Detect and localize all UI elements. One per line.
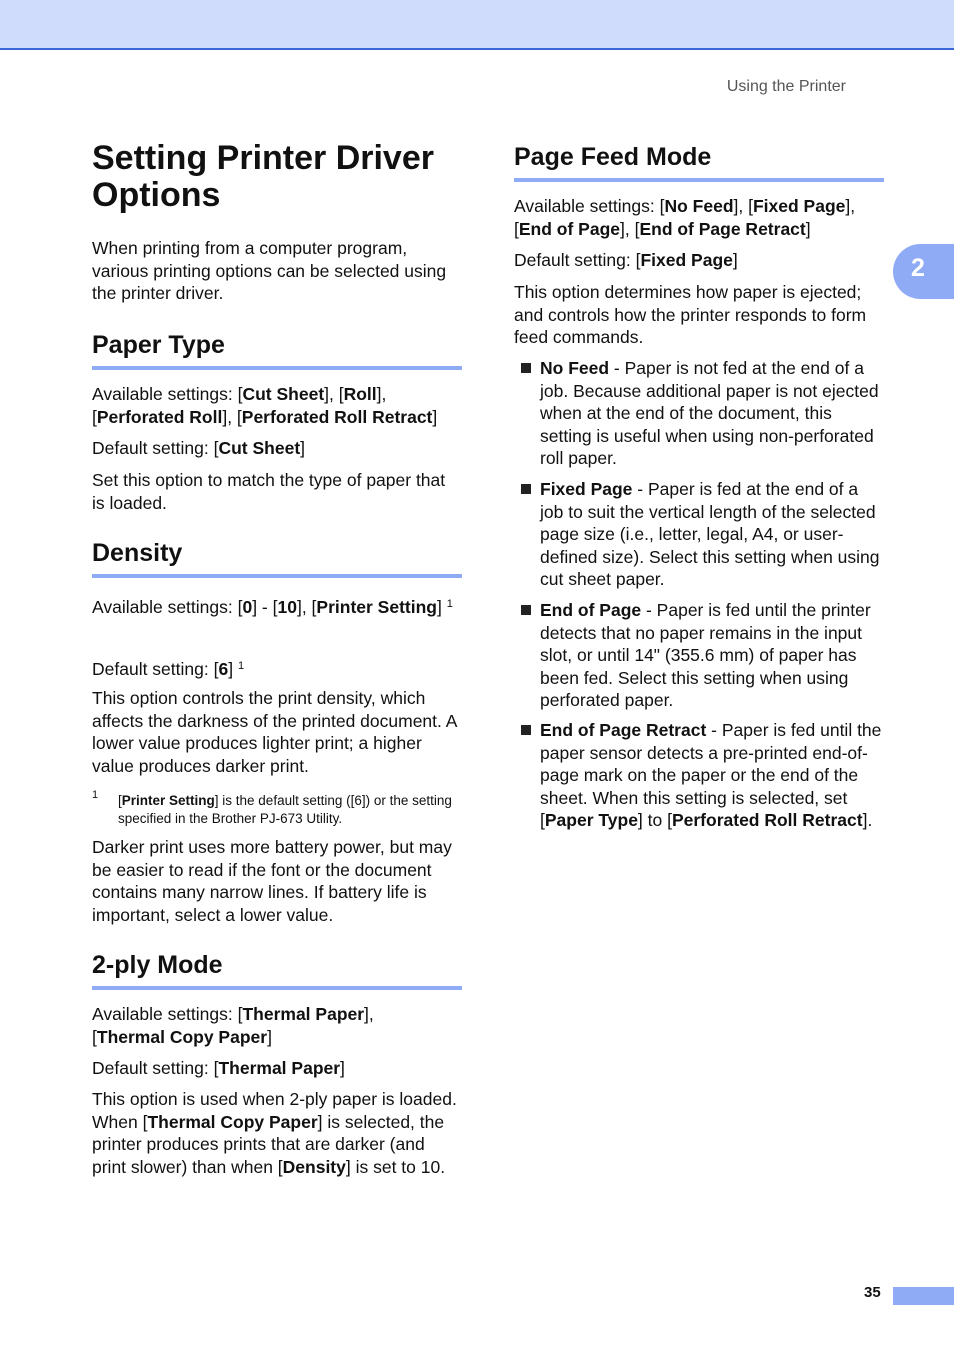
paper-type-description: Set this option to match the type of paper that is loaded. [92, 470, 446, 513]
bullet-text: End of Page Retract - Paper is fed until the paper sensor detects a pre-printed end-of-page mark on the paper or the end of the sheet. When this setting is selected, set [Paper Type] to [Perforated Roll Retract]. [540, 720, 882, 830]
bullet-square-icon [521, 725, 531, 735]
intro-paragraph: When printing from a computer program, various printing options can be selected using the printer driver. [92, 238, 447, 303]
chapter-number: 2 [911, 254, 925, 282]
two-ply-default: Default setting: [Thermal Paper] [92, 1058, 345, 1078]
two-ply-available: Available settings: [Thermal Paper], [Thermal Copy Paper] [92, 1004, 374, 1047]
chapter-tab [893, 244, 954, 299]
paper-type-default: Default setting: [Cut Sheet] [92, 438, 306, 458]
two-ply-description: This option is used when 2-ply paper is loaded. When [Thermal Copy Paper] is selected, the printer produces prints that are darker (and print slower) than when [Density] is set to 10. [92, 1089, 457, 1177]
density-description: This option controls the print density, which affects the darkness of the printed document. A lower value produces lighter print; a higher value produces darker print. [92, 688, 457, 776]
two-ply-heading: 2-ply Mode [92, 951, 462, 990]
footnote-text: [Printer Setting] is the default setting ([6]) or the setting specified in the Brother PJ-673 Utility. [118, 793, 452, 826]
bullet-square-icon [521, 484, 531, 494]
header-band [0, 0, 954, 50]
density-heading: Density [92, 539, 462, 578]
density-default: Default setting: [6] $^1$ [92, 659, 245, 679]
bullet-square-icon [521, 605, 531, 615]
bullet-text: End of Page - Paper is fed until the printer detects that no paper remains in the input slot, or until 14" (355.6 mm) of paper has been fed. Select this setting when using perforated paper. [540, 600, 871, 710]
page-number-bar [893, 1287, 954, 1305]
density-extra: Darker print uses more battery power, but may be easier to read if the font or the document contains many narrow lines. If battery life is important, select a lower value. [92, 837, 452, 925]
paper-type-heading: Paper Type [92, 331, 462, 370]
page-number: 35 [864, 1284, 881, 1301]
density-available: Available settings: [0] - [10], [Printer Setting] $^1$ [92, 597, 453, 617]
bullet-text: Fixed Page - Paper is fed at the end of a job to suit the vertical length of the selected page size (i.e., letter, legal, A4, or user-defined size). Select this setting when using cut sheet paper. [540, 479, 880, 589]
page-feed-description: This option determines how paper is ejected; and controls how the printer responds to form feed commands. [514, 282, 867, 347]
page-feed-heading: Page Feed Mode [514, 143, 884, 182]
paper-type-available: Available settings: [Cut Sheet], [Roll], [Perforated Roll], [Perforated Roll Retract] [92, 384, 438, 427]
page-title: Setting Printer Driver Options [92, 139, 434, 214]
page-feed-default: Default setting: [Fixed Page] [514, 250, 738, 270]
density-footnote [92, 786, 462, 826]
bullet-square-icon [521, 363, 531, 373]
running-head: Using the Printer [726, 78, 846, 95]
bullet-text: No Feed - Paper is not fed at the end of a job. Because additional paper is not ejected when at the end of the document, this setting is useful when using non-perforated roll paper. [540, 358, 879, 468]
footnote-number: 1 [92, 789, 99, 801]
page-feed-available: Available settings: [No Feed], [Fixed Page], [End of Page], [End of Page Retract] [514, 196, 856, 239]
